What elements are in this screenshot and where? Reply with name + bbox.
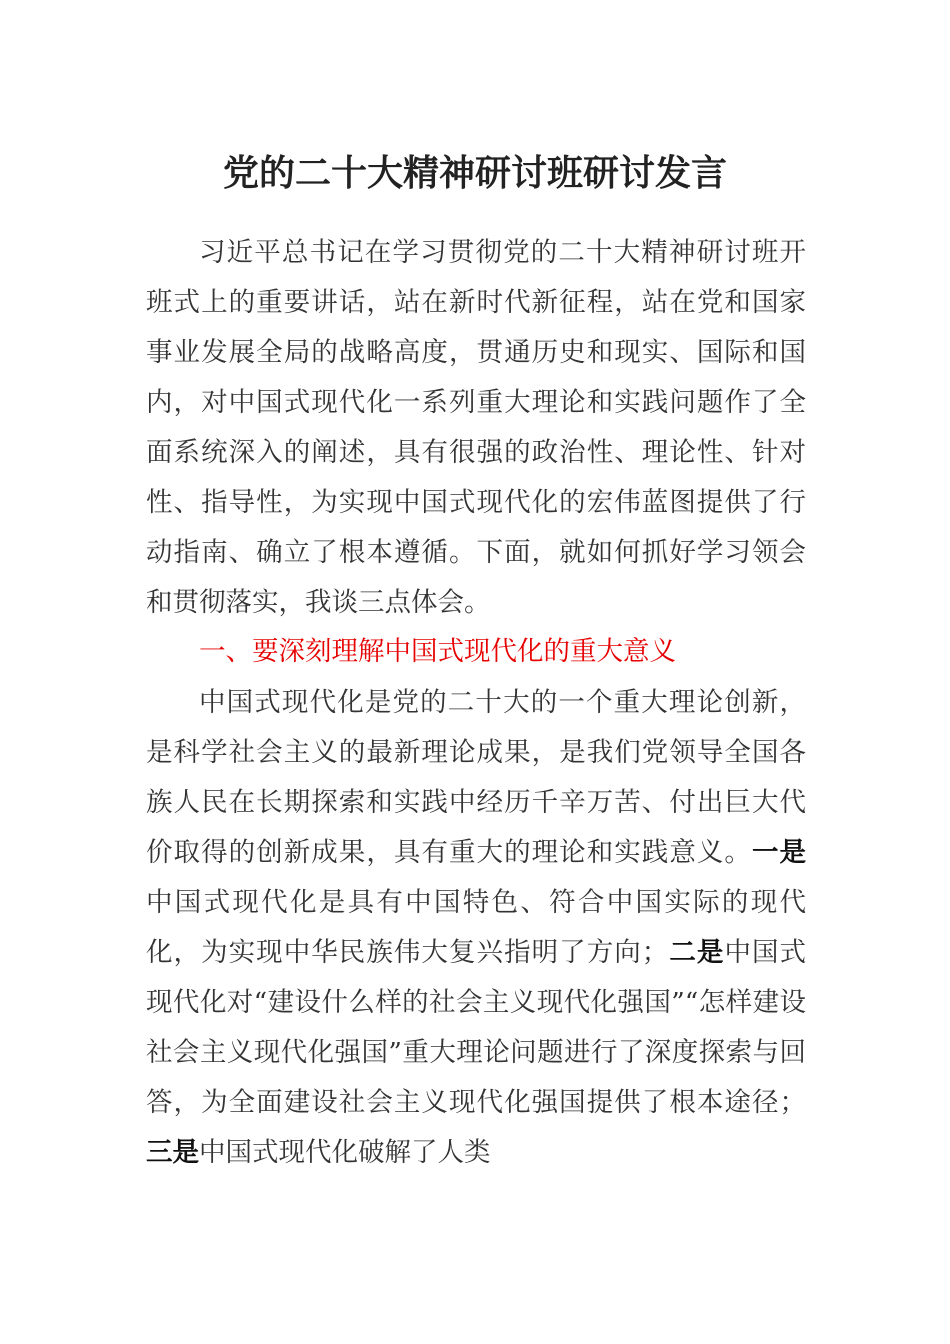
point-1-text: 中国式现代化是具有中国特色、符合中国实际的现代化，为实现中华民族伟大复兴指明了方向；	[146, 887, 806, 968]
point-2-text: 中国式现代化对“建设什么样的社会主义现代化强国”“怎样建设社会主义现代化强国”重大理论问题进行了深度探索与回答，为全面建设社会主义现代化强国提供了根本途径；	[146, 937, 807, 1118]
section-heading-1: 一、要深刻理解中国式现代化的重大意义	[199, 636, 676, 667]
point-3-label: 三是	[146, 1137, 199, 1168]
document-title: 党的二十大精神研讨班研讨发言	[222, 152, 727, 194]
point-3-text: 中国式现代化破解了人类	[199, 1137, 491, 1168]
section-1-intro-text: 中国式现代化是党的二十大的一个重大理论创新，是科学社会主义的最新理论成果，是我们党领导全国各族人民在长期探索和实践中经历千辛万苦、付出巨大代价取得的创新成果，具有重大的理论和实践意义。	[146, 687, 806, 868]
point-1-label: 一是	[751, 837, 807, 868]
section-1-paragraph	[146, 678, 806, 1178]
point-2-label: 二是	[668, 937, 725, 968]
intro-paragraph: 习近平总书记在学习贯彻党的二十大精神研讨班开班式上的重要讲话，站在新时代新征程，站在党和国家事业发展全局的战略高度，贯通历史和现实、国际和国内，对中国式现代化一系列重大理论和实践问题作了全面系统深入的阐述，具有很强的政治性、理论性、针对性、指导性，为实现中国式现代化的宏伟蓝图提供了行动指南、确立了根本遵循。下面，就如何抓好学习领会和贯彻落实，我谈三点体会。	[146, 237, 806, 618]
